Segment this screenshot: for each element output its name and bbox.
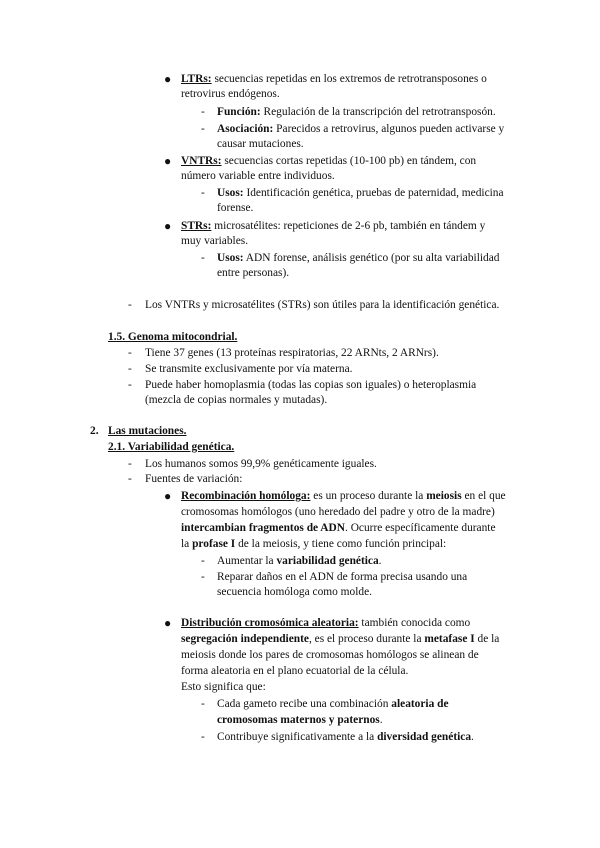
- dash-icon: -: [201, 123, 205, 135]
- text: .: [471, 731, 474, 743]
- variabilidad-heading: 2.1. Variabilidad genética.: [108, 441, 235, 453]
- dash-icon: -: [201, 698, 205, 710]
- mito-item-3: Puede haber homoplasmia (todas las copias son iguales) o heteroplasmia: [145, 379, 477, 391]
- str-term: STRs:: [181, 220, 212, 232]
- distrib-line-5: Esto significa que:: [181, 681, 266, 693]
- vntr-desc: secuencias cortas repetidas (10-100 pb) en tándem, con: [221, 155, 477, 167]
- recomb-term: Recombinación homóloga:: [181, 490, 311, 502]
- vntr-usos-cont: forense.: [217, 202, 254, 214]
- distrib-line-2: [181, 632, 499, 647]
- text: Aumentar la: [217, 555, 277, 567]
- distrib-term: Distribución cromosómica aleatoria:: [181, 617, 359, 629]
- text: .: [379, 714, 383, 726]
- funcion-label: Función:: [217, 106, 261, 118]
- recomb-line-1: [181, 489, 506, 504]
- text: . Ocurre específicamente durante: [345, 522, 496, 534]
- mito-item-2: Se transmite exclusivamente por vía materna.: [145, 363, 353, 375]
- recomb-sub-2-cont: secuencia homóloga como molde.: [217, 586, 372, 598]
- text: en el que: [461, 490, 506, 502]
- mito-item-1: Tiene 37 genes (13 proteínas respiratorias, 22 ARNts, 2 ARNrs).: [145, 347, 439, 359]
- asociacion-label: Asociación:: [217, 123, 274, 135]
- variabilidad-item-2: Fuentes de variación:: [145, 473, 243, 485]
- str-desc-cont: muy variables.: [181, 235, 249, 247]
- bullet-icon: ●: [164, 616, 172, 630]
- usos-text: ADN forense, análisis genético (por su alta variabilidad: [243, 252, 500, 264]
- variabilidad-item-1: Los humanos somos 99,9% genéticamente iguales.: [145, 458, 377, 470]
- recomb-line-4: [181, 537, 446, 552]
- str-usos: [217, 251, 500, 266]
- distrib-line-3: meiosis donde los pares de cromosomas homólogos se alinean de: [181, 649, 479, 661]
- text: Cada gameto recibe una combinación: [217, 698, 392, 710]
- usos-text: Identificación genética, pruebas de paternidad, medicina: [243, 187, 504, 199]
- vntr-desc-cont: número variable entre individuos.: [181, 170, 335, 182]
- dash-icon: -: [201, 555, 205, 567]
- distrib-line-1: [181, 616, 470, 631]
- bold-text: intercambian fragmentos de ADN: [181, 522, 345, 534]
- bold-text: metafase I: [424, 633, 475, 645]
- dash-icon: -: [201, 106, 205, 118]
- distrib-line-4: forma aleatoria en el plano ecuatorial de la célula.: [181, 665, 409, 677]
- vntr-usos: [217, 186, 504, 201]
- ltr-desc: secuencias repetidas en los extremos de retrotransposones o: [211, 73, 487, 85]
- section-number: 2.: [90, 425, 99, 437]
- text: Contribuye significativamente a la: [217, 731, 378, 743]
- vntr-item: [181, 154, 476, 169]
- dash-icon: -: [128, 347, 132, 359]
- asociacion-text: Parecidos a retrovirus, algunos pueden activarse y: [273, 123, 505, 135]
- bullet-icon: ●: [164, 154, 172, 168]
- bold-text: meiosis: [426, 490, 462, 502]
- dash-icon: -: [128, 363, 132, 375]
- text: también conocida como: [358, 617, 471, 629]
- ltr-asociacion-cont: causar mutaciones.: [217, 138, 304, 150]
- ltr-desc-cont: retrovirus endógenos.: [181, 88, 280, 100]
- bold-text: profase I: [192, 538, 236, 550]
- dash-icon: -: [128, 458, 132, 470]
- distrib-sub-1-cont: [217, 713, 383, 728]
- distrib-sub-1: [217, 697, 449, 712]
- ltr-item: [181, 72, 487, 87]
- text: la: [181, 538, 193, 550]
- bullet-icon: ●: [164, 72, 172, 86]
- ltr-funcion: [217, 105, 496, 120]
- distrib-sub-2: [217, 730, 474, 745]
- summary-line: Los VNTRs y microsatélites (STRs) son útiles para la identificación genética.: [145, 299, 500, 311]
- dash-icon: -: [201, 571, 205, 583]
- recomb-line-2: cromosomas homólogos (uno heredado del padre y otro de la madre): [181, 506, 495, 518]
- str-item: [181, 219, 485, 234]
- str-usos-cont: entre personas).: [217, 267, 290, 279]
- usos-label: Usos:: [217, 252, 244, 264]
- recomb-sub-2: Reparar daños en el ADN de forma precisa usando una: [217, 571, 468, 583]
- bullet-icon: ●: [164, 489, 172, 503]
- mutaciones-heading: Las mutaciones.: [108, 425, 187, 437]
- str-desc: microsatélites: repeticiones de 2-6 pb, también en tándem y: [211, 220, 486, 232]
- bold-text: segregación independiente: [181, 633, 309, 645]
- bold-text: variabilidad genética: [276, 555, 379, 567]
- dash-icon: -: [128, 299, 132, 311]
- text: .: [378, 555, 382, 567]
- mito-heading: 1.5. Genoma mitocondrial.: [108, 331, 238, 343]
- bold-text: diversidad genética: [377, 731, 472, 743]
- text: es un proceso durante la: [310, 490, 427, 502]
- bold-text: cromosomas maternos y paternos: [217, 714, 380, 726]
- recomb-sub-1: [217, 554, 382, 569]
- dash-icon: -: [201, 731, 205, 743]
- funcion-text: Regulación de la transcripción del retrotransposón.: [260, 106, 496, 118]
- dash-icon: -: [128, 473, 132, 485]
- text: , es el proceso durante la: [308, 633, 425, 645]
- bold-text: aleatoria de: [391, 698, 449, 710]
- dash-icon: -: [201, 187, 205, 199]
- bullet-icon: ●: [164, 219, 172, 233]
- text: de la meiosis, y tiene como función principal:: [235, 538, 447, 550]
- usos-label: Usos:: [217, 187, 244, 199]
- dash-icon: -: [201, 252, 205, 264]
- recomb-line-3: [181, 521, 496, 536]
- dash-icon: -: [128, 379, 132, 391]
- ltr-term: LTRs:: [181, 73, 212, 85]
- vntr-term: VNTRs:: [181, 155, 222, 167]
- mito-item-3-cont: (mezcla de copias normales y mutadas).: [145, 394, 328, 406]
- ltr-asociacion: [217, 122, 504, 137]
- text: de la: [474, 633, 500, 645]
